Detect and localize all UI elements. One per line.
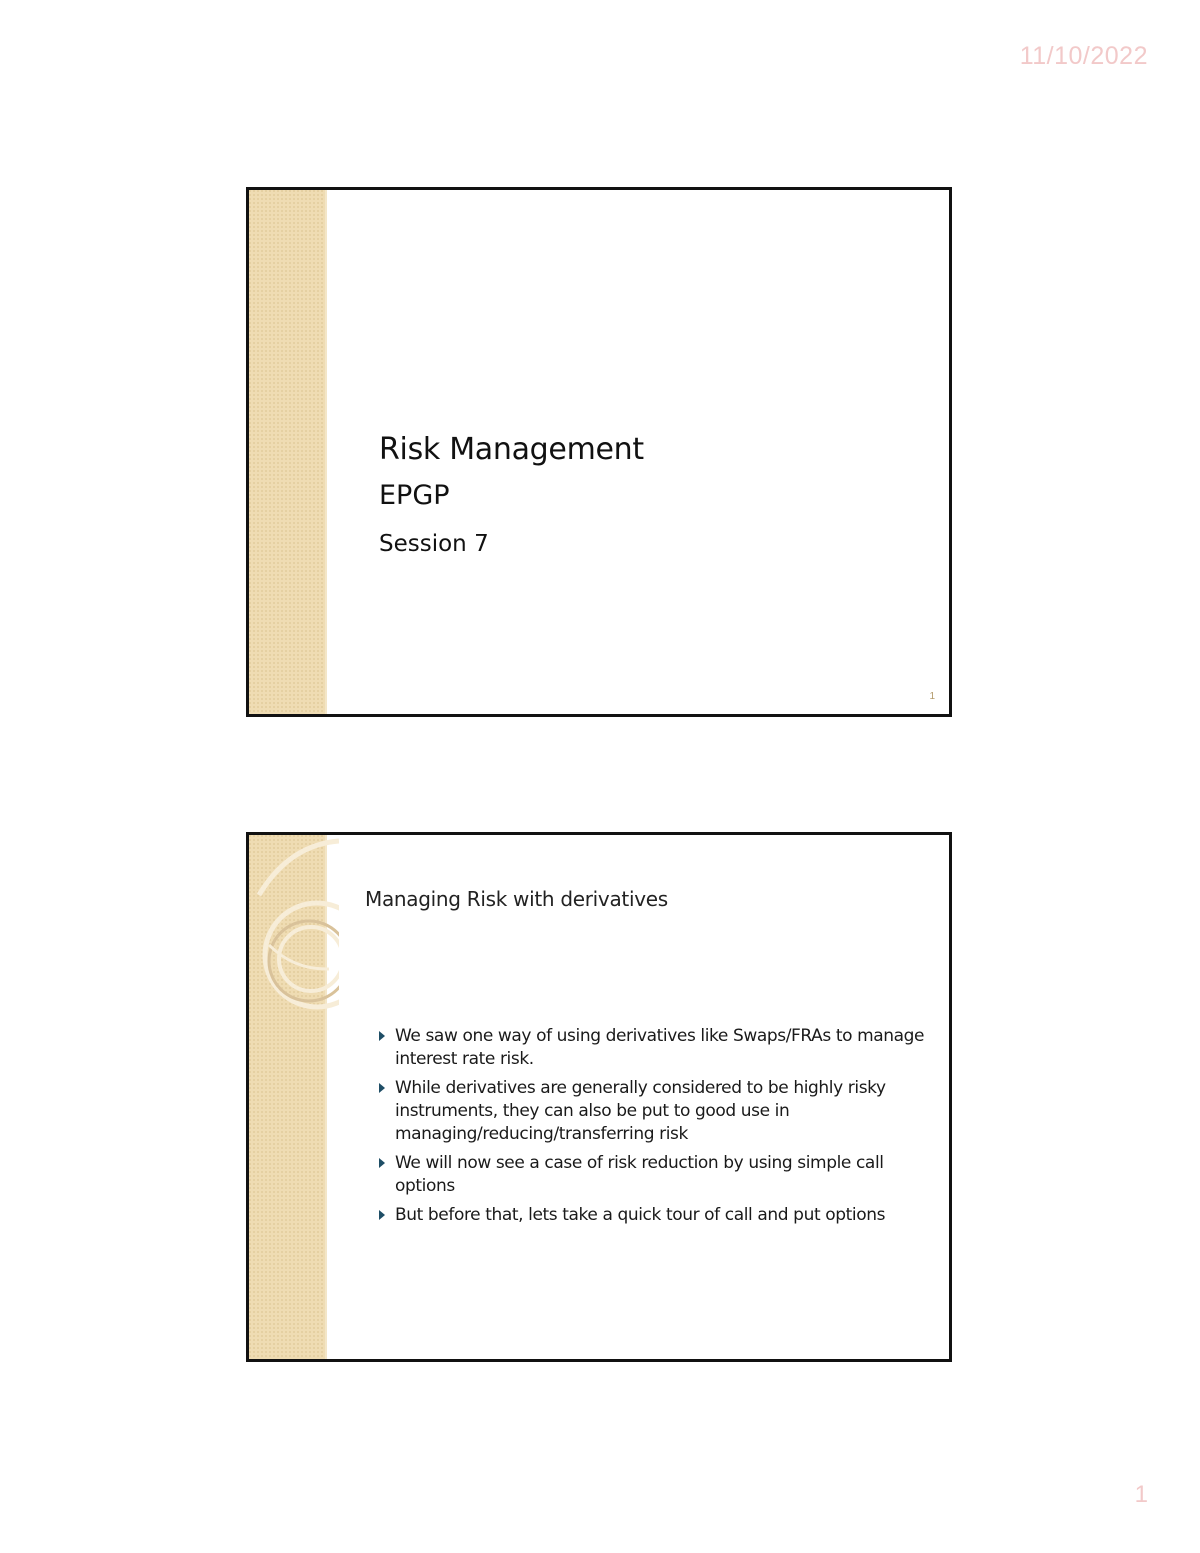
slide-1-title: Risk Management [379, 432, 644, 467]
bullet-text: We will now see a case of risk reduction by using simple call options [395, 1153, 884, 1196]
triangle-bullet-icon [379, 1083, 385, 1093]
page-date: 11/10/2022 [1019, 42, 1148, 70]
bullet-item [379, 1025, 939, 1071]
triangle-bullet-icon [379, 1158, 385, 1168]
bullet-text: But before that, lets take a quick tour of call and put options [395, 1205, 886, 1225]
slide-1-subtitle: EPGP [379, 480, 450, 511]
circle-decoration-icon [249, 835, 339, 1015]
bullet-text: We saw one way of using derivatives like Swaps/FRAs to manage interest rate risk. [395, 1026, 925, 1069]
slide-2 [246, 832, 952, 1362]
slide-1-session: Session 7 [379, 531, 489, 557]
page-number: 1 [1134, 1481, 1148, 1508]
bullet-list [379, 1025, 939, 1233]
triangle-bullet-icon [379, 1210, 385, 1220]
bullet-text: While derivatives are generally considered to be highly risky instruments, they can also be put to good use in managing/reducing/transferring risk [395, 1078, 886, 1144]
slide-1 [246, 187, 952, 717]
slide-side-band [249, 190, 325, 714]
bullet-item [379, 1077, 939, 1146]
slide-2-title: Managing Risk with derivatives [365, 887, 668, 911]
triangle-bullet-icon [379, 1031, 385, 1041]
bullet-item [379, 1204, 939, 1227]
bullet-item [379, 1152, 939, 1198]
slide-side-band-rule [325, 190, 327, 714]
slide-1-title-block [379, 430, 644, 560]
slide-1-number: 1 [929, 691, 935, 702]
